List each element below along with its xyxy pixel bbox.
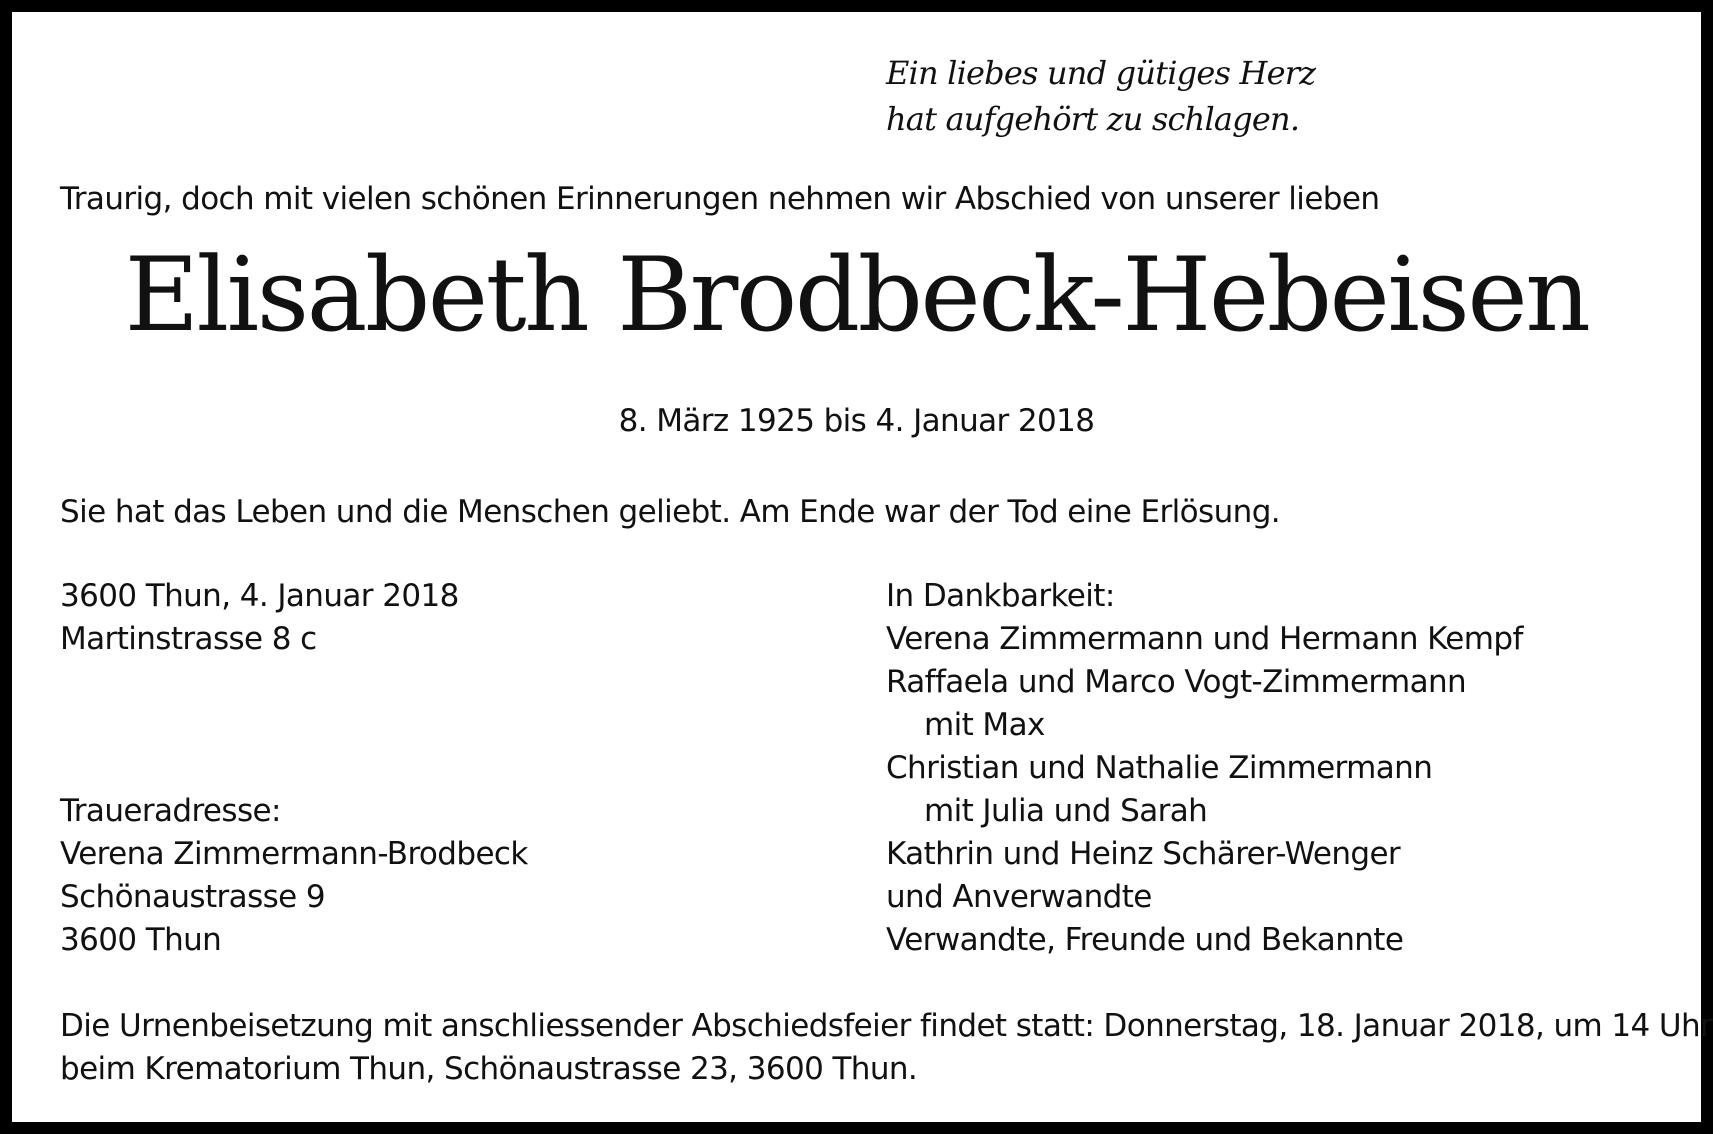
motto-line-1: Ein liebes und gütiges Herz (886, 54, 1316, 92)
left-column (60, 575, 528, 962)
mourner-line: Kathrin und Heinz Schärer-Wenger (886, 836, 1401, 872)
life-dates: 8. März 1925 bis 4. Januar 2018 (618, 403, 1095, 439)
motto (886, 50, 1315, 142)
obituary-notice (12, 12, 1713, 1122)
mourner-line: Verena Zimmermann und Hermann Kempf (886, 621, 1523, 657)
mourner-line: mit Julia und Sarah (924, 793, 1208, 829)
mourners-column (886, 575, 1523, 962)
tribute-text: Sie hat das Leben und die Menschen geliebt. Am Ende war der Tod eine Erlösung. (60, 494, 1281, 530)
address-line: Martinstrasse 8 c (60, 621, 317, 657)
mourner-line: Christian und Nathalie Zimmermann (886, 750, 1433, 786)
mourner-line: mit Max (924, 707, 1045, 743)
motto-line-2: hat aufgehört zu schlagen. (886, 100, 1300, 138)
ceremony-line-1: Die Urnenbeisetzung mit anschliessender Abschiedsfeier findet statt: Donnerstag, 18. Januar 2018, um 14 Uhr (60, 1008, 1713, 1044)
mourning-address-street: Schönaustrasse 9 (60, 879, 326, 915)
mourner-line: und Anverwandte (886, 879, 1152, 915)
mourning-address-label: Traueradresse: (60, 793, 281, 829)
place-date-line: 3600 Thun, 4. Januar 2018 (60, 578, 459, 614)
mourning-address-city: 3600 Thun (60, 922, 222, 958)
ceremony-info (60, 1005, 1712, 1091)
mourners-heading: In Dankbarkeit: (886, 578, 1115, 614)
mourner-line: Verwandte, Freunde und Bekannte (886, 922, 1404, 958)
spacer (60, 661, 528, 790)
intro-text: Traurig, doch mit vielen schönen Erinnerungen nehmen wir Abschied von unserer lieben (60, 181, 1380, 217)
ceremony-line-2: beim Krematorium Thun, Schönaustrasse 23, 3600 Thun. (60, 1051, 918, 1087)
deceased-name: Elisabeth Brodbeck-Hebeisen (124, 236, 1589, 355)
mourning-address-name: Verena Zimmermann-Brodbeck (60, 836, 528, 872)
mourner-line: Raffaela und Marco Vogt-Zimmermann (886, 664, 1467, 700)
